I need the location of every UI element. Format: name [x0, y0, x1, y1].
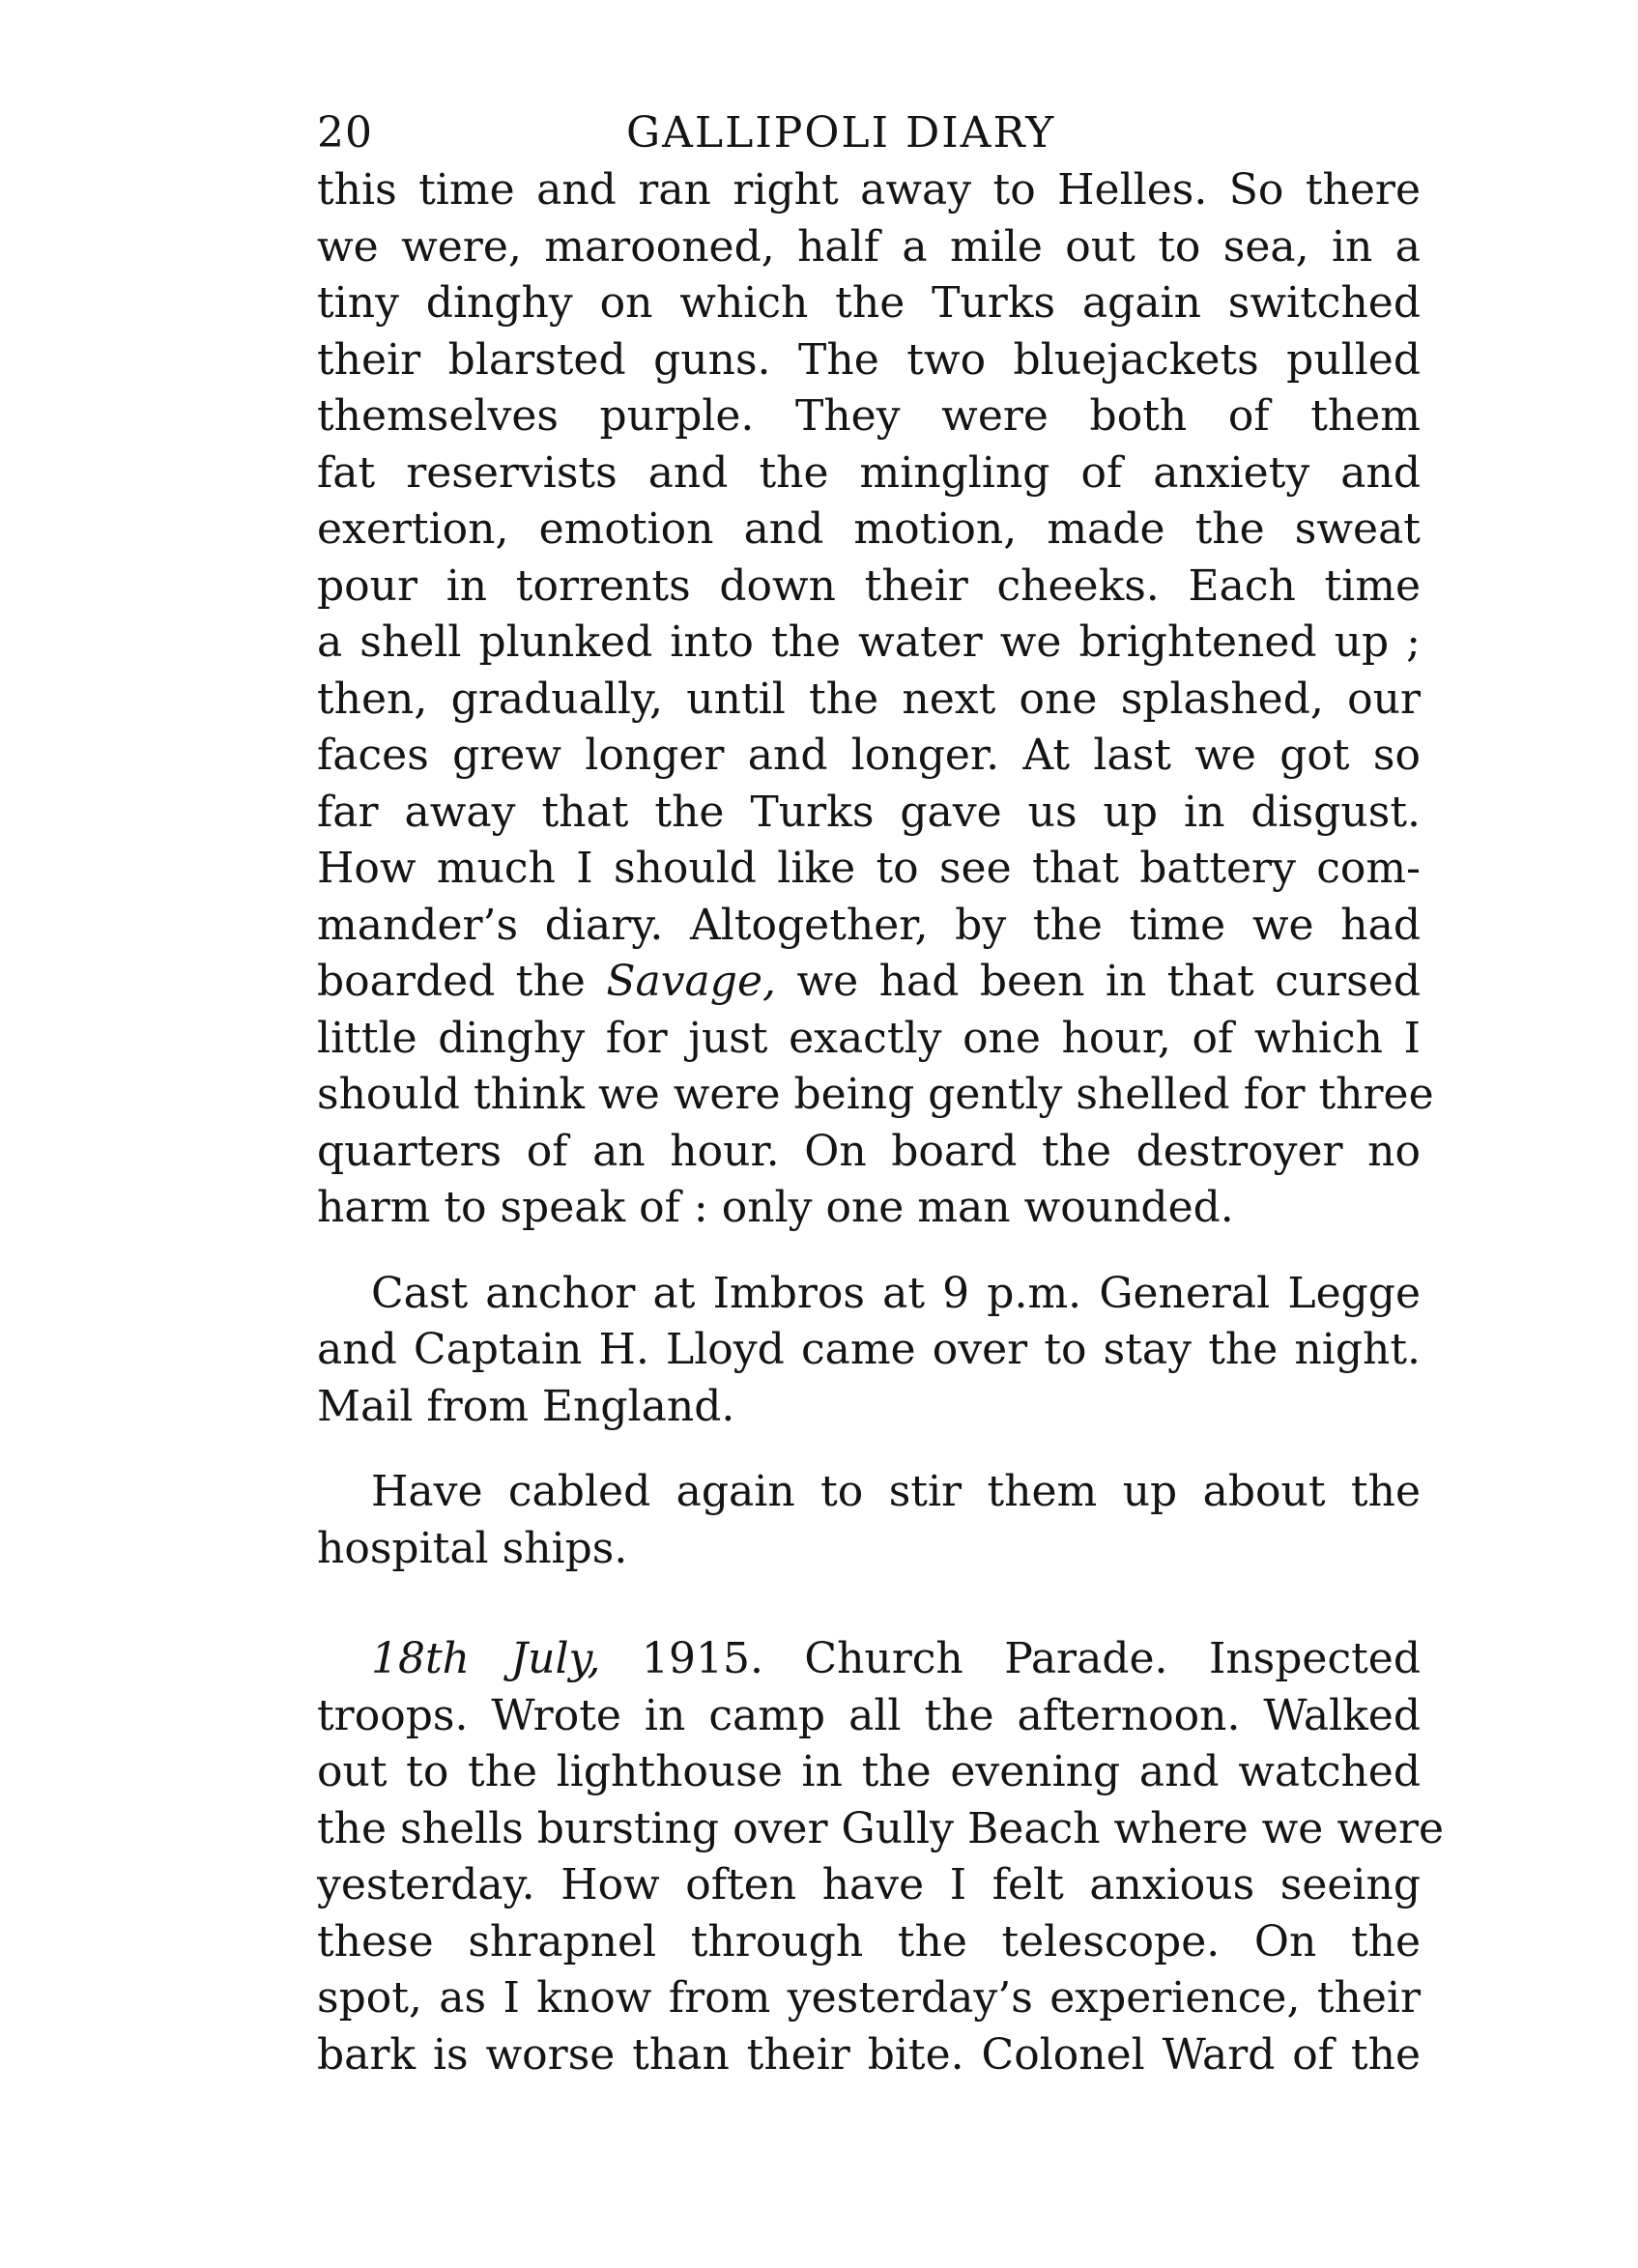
- text-line: out to the lighthouse in the evening and watched: [317, 1747, 1421, 1796]
- text-line: these shrapnel through the telescope. On the: [317, 1916, 1421, 1967]
- paragraph-spacer: [317, 1435, 1421, 1464]
- text-segment: Church Parade. Inspected: [762, 1634, 1421, 1683]
- text-line: this time and ran right away to Helles. So there: [317, 165, 1421, 215]
- text-line: and Captain H. Lloyd came over to stay the night.: [317, 1325, 1421, 1374]
- ship-name: Savage,: [606, 957, 776, 1006]
- text-line: faces grew longer and longer. At last we got so: [317, 731, 1421, 780]
- text-line-with-ship-name: [317, 954, 1421, 1011]
- text-line: harm to speak of : only one man wounded.: [317, 1183, 1234, 1232]
- text-line: fat reservists and the mingling of anxiety and: [317, 447, 1421, 498]
- text-line: a shell plunked into the water we brightened up ;: [317, 617, 1421, 667]
- text-line: themselves purple. They were both of them: [317, 391, 1421, 441]
- paragraph-cabled: [317, 1464, 1421, 1577]
- text-line: should think we were being gently shelled for three: [317, 1070, 1434, 1119]
- paragraph-imbros: [317, 1266, 1421, 1436]
- text-line: then, gradually, until the next one splashed, our: [317, 674, 1421, 724]
- date-day: 18th: [371, 1634, 471, 1683]
- page-number: 20: [317, 108, 373, 158]
- text-line: exertion, emotion and motion, made the sweat: [317, 504, 1421, 554]
- text-segment: we had been in that cursed: [775, 957, 1421, 1006]
- text-line: bark is worse than their bite. Colonel Ward of the: [317, 2029, 1421, 2080]
- text-line: troops. Wrote in camp all the afternoon. Walked: [317, 1690, 1421, 1740]
- text-line: Have cabled again to stir them up about the: [371, 1467, 1421, 1516]
- text-line: Mail from England.: [317, 1381, 735, 1431]
- running-title: GALLIPOLI DIARY: [626, 108, 1056, 158]
- date-month: July,: [510, 1634, 601, 1683]
- text-line: hospital ships.: [317, 1523, 628, 1573]
- text-line: the shells bursting over Gully Beach where we were: [317, 1803, 1445, 1853]
- text-line: How much I should like to see that battery com-: [317, 844, 1421, 893]
- text-segment: boarded the: [317, 957, 607, 1006]
- text-line: pour in torrents down their cheeks. Each time: [317, 560, 1421, 611]
- date-year: 1915.: [600, 1634, 763, 1683]
- text-line: Cast anchor at Imbros at 9 p.m. General Legge: [371, 1268, 1421, 1318]
- text-line: far away that the Turks gave us up in disgust.: [317, 787, 1421, 837]
- text-line: spot, as I know from yesterday’s experience, their: [317, 1973, 1421, 2023]
- book-page: [317, 104, 1445, 2083]
- text-line: quarters of an hour. On board the destroyer no: [317, 1126, 1421, 1176]
- text-line: mander’s diary. Altogether, by the time we had: [317, 900, 1421, 950]
- section-spacer: [317, 1577, 1421, 1631]
- text-line: we were, marooned, half a mile out to sea, in a: [317, 221, 1421, 272]
- text-line: little dinghy for just exactly one hour, of which I: [317, 1013, 1421, 1063]
- text-line: their blarsted guns. The two bluejackets pulled: [317, 334, 1421, 385]
- text-line: yesterday. How often have I felt anxious seeing: [317, 1860, 1421, 1909]
- paragraph-continuation: [317, 162, 1434, 1237]
- paragraph-spacer: [317, 1237, 1421, 1266]
- page-header: [317, 104, 1421, 162]
- text-line: tiny dinghy on which the Turks again switched: [317, 278, 1421, 328]
- diary-entry-18-july-1915: [317, 1631, 1445, 2083]
- diary-entry-first-line: [317, 1631, 1421, 1688]
